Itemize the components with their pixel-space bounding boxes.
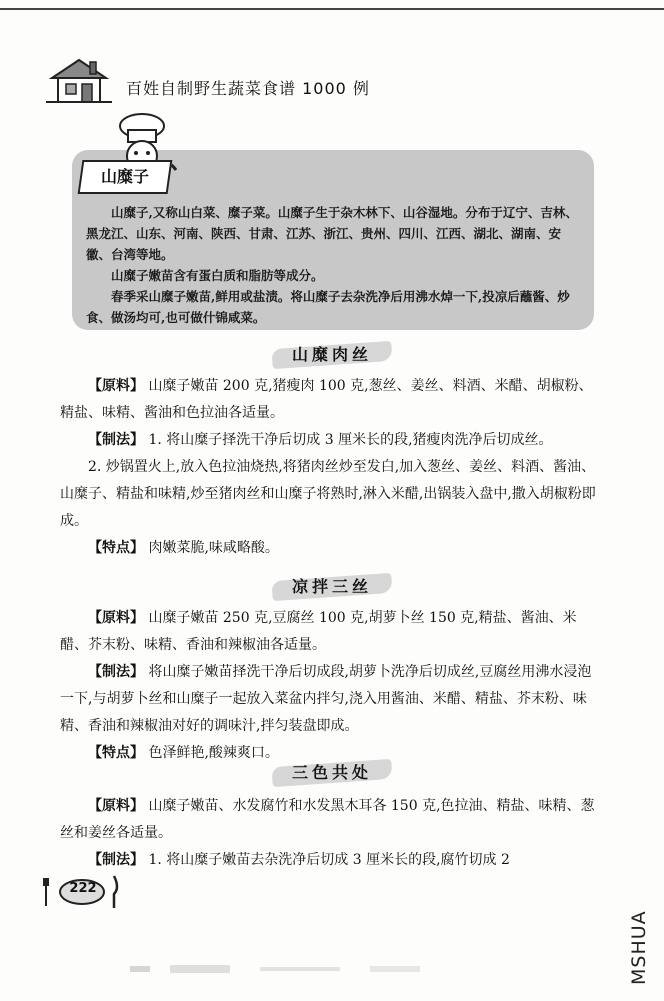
- method-text: 1. 将山糜子嫩苗去杂洗净后切成 3 厘米长的段,腐竹切成 2: [148, 852, 510, 868]
- house-icon: [44, 56, 114, 106]
- method-step: 2. 炒锅置火上,放入色拉油烧热,将猪肉丝炒至发白,加入葱丝、姜丝、料酒、酱油、山糜子、精盐和味精,炒至猪肉丝和山糜子将熟时,淋入米醋,出锅装入盘中,撒入胡椒粉即成。: [60, 459, 596, 529]
- ingredients-text: 山糜子嫩苗、水发腐竹和水发黑木耳各 150 克,色拉油、精盐、味精、葱丝和姜丝各适量。: [60, 798, 595, 841]
- method-label: 【制法】: [88, 432, 144, 448]
- intro-tag-label: 山糜子: [100, 167, 149, 186]
- scan-artifact: [130, 962, 460, 976]
- method-label: 【制法】: [88, 664, 144, 680]
- intro-text: [86, 202, 582, 328]
- method-line: [60, 847, 604, 874]
- page-number: 222: [69, 881, 97, 896]
- feature-text: 色泽鲜艳,酸辣爽口。: [148, 745, 279, 761]
- recipe-title-text: 山糜肉丝: [291, 345, 372, 364]
- feature-label: 【特点】: [88, 745, 144, 761]
- ingredients-line: [60, 373, 604, 427]
- ingredients-text: 山糜子嫩苗 250 克,豆腐丝 100 克,胡萝卜丝 150 克,精盐、酱油、米醋、芥末粉、味精、香油和辣椒油各适量。: [60, 610, 577, 653]
- recipe-title-1: [0, 340, 664, 370]
- feature-label: 【特点】: [88, 540, 144, 556]
- top-rule: [0, 8, 664, 10]
- recipe-1: [60, 373, 604, 562]
- feature-text: 肉嫩菜脆,味咸略酸。: [148, 540, 279, 556]
- ingredients-label: 【原料】: [88, 610, 144, 626]
- recipe-title-text: 三色共处: [291, 763, 372, 782]
- ingredients-label: 【原料】: [88, 378, 144, 394]
- method-line: [60, 659, 604, 740]
- intro-tag: [78, 160, 173, 194]
- method-text: 将山糜子嫩苗择洗干净后切成段,胡萝卜洗净后切成丝,豆腐丝用沸水浸泡一下,与胡萝卜丝和山糜子一起放入菜盆内拌匀,浇入用酱油、米醋、精盐、芥末粉、味精、香油和辣椒油对好的调味汁,拌匀装盘即成。: [60, 664, 592, 734]
- method-line: [60, 427, 604, 454]
- recipe-2: [60, 605, 604, 767]
- method-label: 【制法】: [88, 852, 144, 868]
- ingredients-label: 【原料】: [88, 798, 144, 814]
- feature-line: [60, 535, 604, 562]
- recipe-title-3: [0, 758, 664, 788]
- intro-paragraph: 山糜子嫩苗含有蛋白质和脂肪等成分。: [111, 268, 324, 283]
- recipe-3: [60, 793, 604, 874]
- ingredients-text: 山糜子嫩苗 200 克,猪瘦肉 100 克,葱丝、姜丝、料酒、米醋、胡椒粉、精盐、味精、酱油和色拉油各适量。: [60, 378, 593, 421]
- ingredients-line: [60, 605, 604, 659]
- watermark: MSHUA: [628, 910, 650, 985]
- ingredients-line: [60, 793, 604, 847]
- intro-paragraph: 山糜子,又称山白菜、糜子菜。山糜子生于杂木林下、山谷湿地。分布于辽宁、吉林、黑龙江、山东、河南、陕西、甘肃、江苏、浙江、贵州、四川、江西、湖北、湖南、安徽、台湾等地。: [86, 205, 578, 262]
- intro-paragraph: 春季采山糜子嫩苗,鲜用或盐渍。将山糜子去杂洗净后用沸水焯一下,投凉后蘸酱、炒食、做汤均可,也可做什锦咸菜。: [86, 289, 570, 325]
- recipe-title-2: [0, 572, 664, 602]
- book-title: 百姓自制野生蔬菜食谱 1000 例: [126, 79, 370, 98]
- recipe-title-text: 凉拌三丝: [291, 577, 372, 596]
- method-step: 1. 将山糜子择洗干净后切成 3 厘米长的段,猪瘦肉洗净后切成丝。: [148, 432, 553, 448]
